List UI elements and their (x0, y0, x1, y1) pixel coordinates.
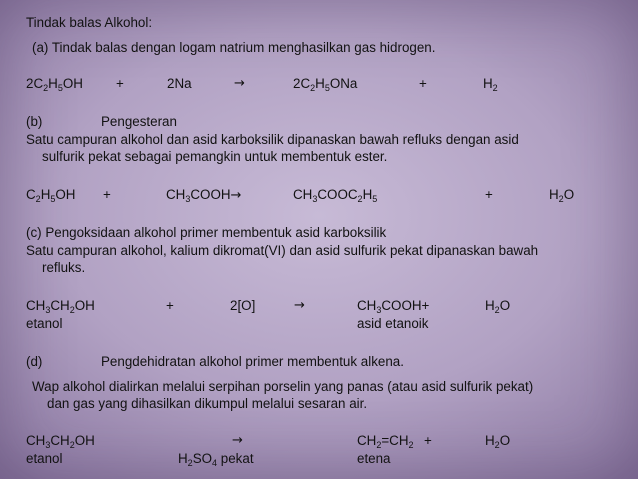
eq-b-product1: $CH_3COOC_2H_5$ (293, 187, 378, 204)
eq-b-arrow: → (230, 188, 242, 203)
section-c-desc-line1: Satu campuran alkohol, kalium dikromat(VI) dan asid sulfurik pekat dipanaskan bawah (26, 243, 539, 258)
eq-a-product1: $2C_2H_5ONa$ (293, 76, 358, 93)
section-b-desc-line1: Satu campuran alkohol dan asid karboksilik dipanaskan bawah refluks dengan asid (26, 132, 519, 147)
eq-c-product1: $CH_3COOH+$ (357, 298, 430, 315)
section-b-name: Pengesteran (101, 114, 177, 129)
section-a-heading: (a) Tindak balas dengan logam natrium menghasilkan gas hidrogen. (32, 40, 436, 55)
eq-d-arrow: → (232, 433, 243, 448)
eq-d-plus: + (424, 433, 432, 448)
eq-b-plus2: + (485, 187, 493, 202)
section-d-desc-line1: Wap alkohol dialirkan melalui serpihan porselin yang panas (atau asid sulfurik pekat) (32, 379, 534, 394)
eq-c-reactant1: $CH_3CH_2OH$ (26, 298, 95, 315)
eq-d-product1: $CH_2=CH_2$ (357, 433, 414, 450)
eq-c-reactant1-name: etanol (26, 316, 63, 331)
eq-b-reactant1: $C_2H_5OH$ (26, 187, 76, 204)
section-d-desc-line2: dan gas yang dihasilkan dikumpul melalui sesaran air. (47, 396, 368, 411)
eq-c-product1-name: asid etanoik (357, 316, 429, 331)
eq-c-arrow: → (294, 298, 305, 313)
eq-a-arrow: → (234, 76, 245, 91)
section-d-name: Pengdehidratan alkohol primer membentuk alkena. (101, 354, 404, 369)
eq-a-plus2: + (419, 76, 427, 91)
slide-title: Tindak balas Alkohol: (26, 15, 153, 30)
eq-a-reactant1: $2C_2H_5OH$ (26, 76, 83, 93)
eq-b-plus1: + (103, 187, 111, 202)
eq-d-reactant1-name: etanol (26, 451, 63, 466)
eq-d-catalyst: $H_2SO_4$ pekat (178, 451, 254, 468)
eq-a-plus1: + (116, 76, 124, 91)
eq-b-reactant2: $CH_3COOH\to$ (166, 187, 242, 204)
eq-a-product2: $H_2$ (483, 76, 498, 93)
eq-c-product2: $H_2O$ (485, 298, 511, 315)
section-c-heading: (c) Pengoksidaan alkohol primer membentuk asid karboksilik (26, 225, 387, 240)
section-b-desc-line2: sulfurik pekat sebagai pemangkin untuk membentuk ester. (42, 149, 388, 164)
eq-a-reactant2: 2Na (167, 76, 192, 91)
eq-d-reactant1: $CH_3CH_2OH$ (26, 433, 95, 450)
eq-b-product2: $H_2O$ (549, 187, 575, 204)
section-b-label: (b) (26, 114, 43, 129)
section-c-desc-line2: refluks. (42, 260, 86, 275)
eq-c-reactant2: 2[O] (230, 298, 256, 313)
section-d-label: (d) (26, 354, 43, 369)
eq-c-plus1: + (166, 298, 174, 313)
eq-d-product1-name: etena (357, 451, 391, 466)
eq-d-product2: $H_2O$ (485, 433, 511, 450)
